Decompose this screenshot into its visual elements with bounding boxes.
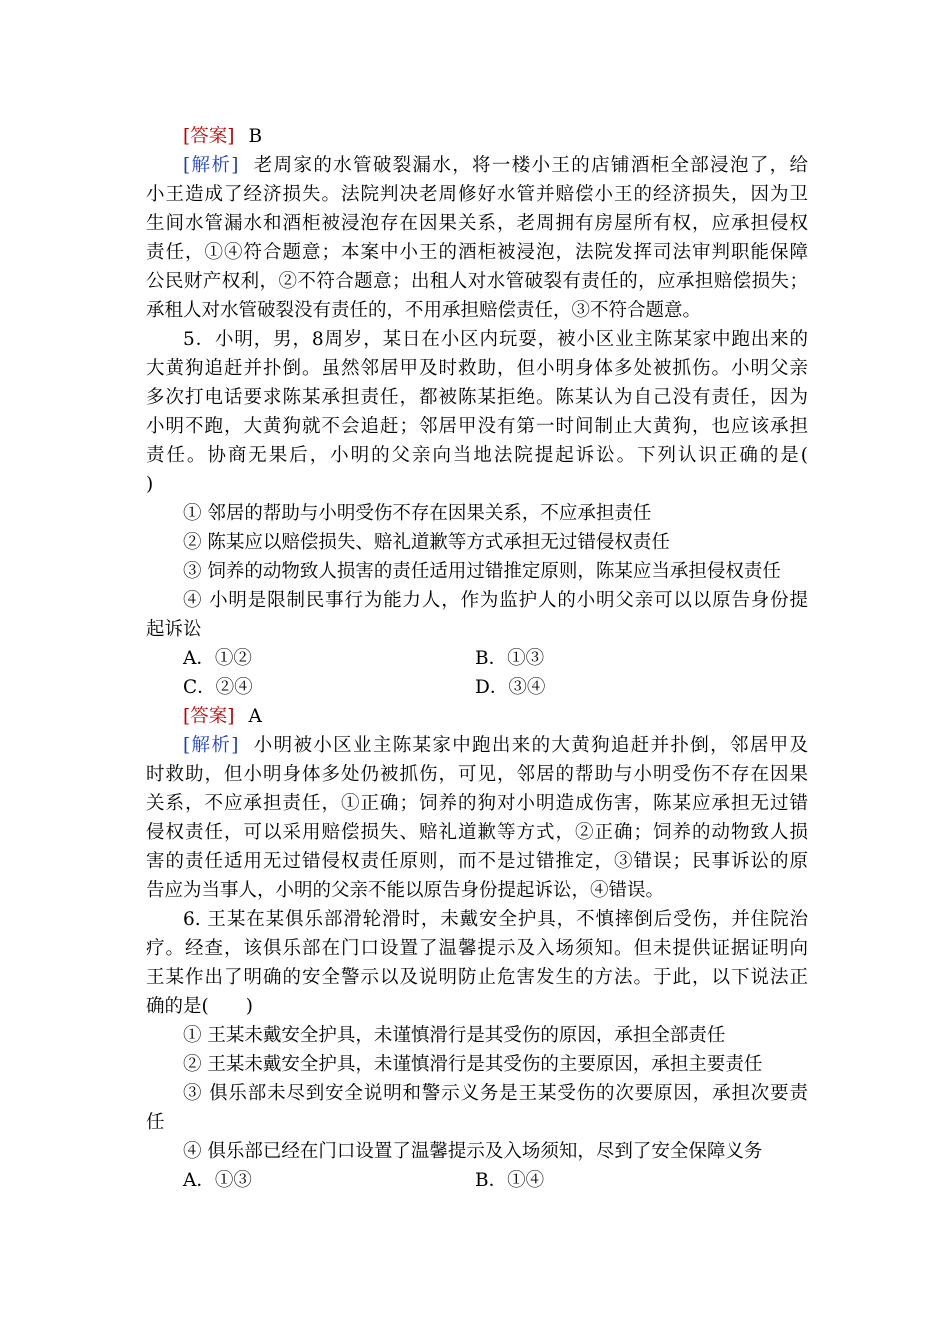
document-content xyxy=(146,122,808,1195)
q5-analysis-line: [解析] 小明被小区业主陈某家中跑出来的大黄狗追赶并扑倒，邻居甲及 xyxy=(183,735,808,756)
q6-stem-line: 确的是( ) xyxy=(146,996,253,1017)
q5-options-row xyxy=(146,673,808,702)
analysis-label: [解析] xyxy=(183,155,239,176)
answer-value: A xyxy=(248,706,262,727)
analysis-line: [解析] 老周家的水管破裂漏水，将一楼小王的店铺酒柜全部浸泡了，给 xyxy=(183,155,808,176)
analysis-line: 公民财产权利，②不符合题意；出租人对水管破裂有责任的，应承担赔偿损失； xyxy=(146,271,808,292)
q6-item-2: ② 王某未戴安全护具，未谨慎滑行是其受伤的主要原因，承担主要责任 xyxy=(183,1054,763,1075)
analysis-line: 生间水管漏水和酒柜被浸泡存在因果关系，老周拥有房屋所有权，应承担侵权 xyxy=(146,213,808,234)
q5-option-c: C．②④ xyxy=(183,677,253,698)
q6-option-b: B．①④ xyxy=(475,1170,545,1191)
q6-item-3: ③ 俱乐部未尽到安全说明和警示义务是王某受伤的次要原因，承担次要责 xyxy=(183,1083,808,1104)
q5-stem-line: 小明不跑，大黄狗就不会追赶；邻居甲没有第一时间制止大黄狗，也应该承担 xyxy=(146,416,808,437)
q5-option-d: D．③④ xyxy=(475,677,546,698)
q5-analysis-line: 侵权责任，可以采用赔偿损失、赔礼道歉等方式，②正确；饲养的动物致人损 xyxy=(146,822,808,843)
q5-item-4: ④ 小明是限制民事行为能力人，作为监护人的小明父亲可以以原告身份提 xyxy=(183,590,808,611)
q6-stem-line: 6. 王某在某俱乐部滑轮滑时，未戴安全护具，不慎摔倒后受伤，并住院治 xyxy=(183,909,808,930)
analysis-label: [解析] xyxy=(183,735,239,756)
q6-item-4: ④ 俱乐部已经在门口设置了温馨提示及入场须知，尽到了安全保障义务 xyxy=(183,1141,763,1162)
answer-value: B xyxy=(248,126,263,147)
q5-answer-line xyxy=(146,702,808,731)
q5-stem-line: ) xyxy=(146,474,154,495)
q5-stem-line: 责任。协商无果后，小明的父亲向当地法院提起诉讼。下列认识正确的是( xyxy=(146,445,808,466)
q5-analysis-line: 告应为当事人，小明的父亲不能以原告身份提起诉讼，④错误。 xyxy=(146,880,665,901)
q5-option-a: A．①② xyxy=(183,648,252,669)
q5-stem-line: 5．小明，男，8周岁，某日在小区内玩耍，被小区业主陈某家中跑出来的 xyxy=(183,329,808,350)
answer-label: [答案] xyxy=(183,126,235,147)
q5-item-4-cont: 起诉讼 xyxy=(146,619,202,640)
q6-item-1: ① 王某未戴安全护具，未谨慎滑行是其受伤的原因，承担全部责任 xyxy=(183,1025,726,1046)
answer-line-prev xyxy=(146,122,808,151)
q6-stem-line: 王某作出了明确的安全警示以及说明防止危害发生的方法。于此，以下说法正 xyxy=(146,967,808,988)
analysis-line: 承租人对水管破裂没有责任的，不用承担赔偿责任，③不符合题意。 xyxy=(146,300,702,321)
q5-item-3: ③ 饲养的动物致人损害的责任适用过错推定原则，陈某应当承担侵权责任 xyxy=(183,561,781,582)
q6-stem-line: 疗。经查，该俱乐部在门口设置了温馨提示及入场须知。但未提供证据证明向 xyxy=(146,938,808,959)
q5-item-1: ① 邻居的帮助与小明受伤不存在因果关系，不应承担责任 xyxy=(183,503,652,524)
q5-stem-line: 大黄狗追赶并扑倒。虽然邻居甲及时救助，但小明身体多处被抓伤。小明父亲 xyxy=(146,358,808,379)
analysis-line: 小王造成了经济损失。法院判决老周修好水管并赔偿小王的经济损失，因为卫 xyxy=(146,184,808,205)
answer-label: [答案] xyxy=(183,706,235,727)
q6-item-3-cont: 任 xyxy=(146,1112,165,1133)
q5-analysis-line: 关系，不应承担责任，①正确；饲养的狗对小明造成伤害，陈某应承担无过错 xyxy=(146,793,808,814)
q5-analysis-line: 时救助，但小明身体多处仍被抓伤，可见，邻居的帮助与小明受伤不存在因果 xyxy=(146,764,808,785)
q6-option-a: A．①③ xyxy=(183,1170,252,1191)
q5-analysis-line: 害的责任适用无过错侵权责任原则，而不是过错推定，③错误；民事诉讼的原 xyxy=(146,851,808,872)
q5-item-2: ② 陈某应以赔偿损失、赔礼道歉等方式承担无过错侵权责任 xyxy=(183,532,670,553)
q5-stem-line: 多次打电话要求陈某承担责任，都被陈某拒绝。陈某认为自己没有责任，因为 xyxy=(146,387,808,408)
q5-options-row xyxy=(146,644,808,673)
q6-options-row xyxy=(146,1166,808,1195)
analysis-line: 责任，①④符合题意；本案中小王的酒柜被浸泡，法院发挥司法审判职能保障 xyxy=(146,242,808,263)
q5-option-b: B．①③ xyxy=(475,648,545,669)
